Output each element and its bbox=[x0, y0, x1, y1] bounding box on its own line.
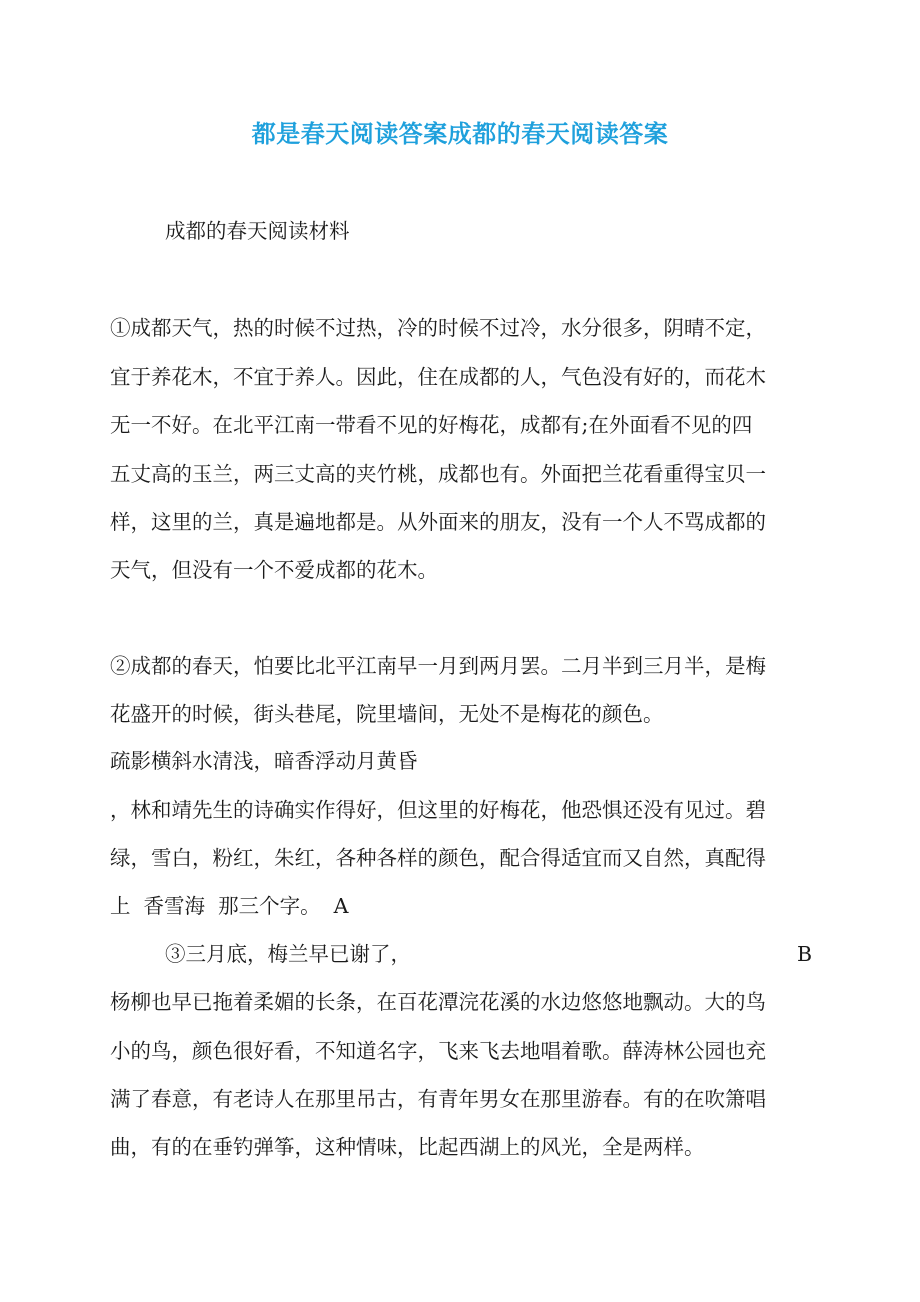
paragraph-line: ，林和靖先生的诗确实作得好，但这里的好梅花，他恐惧还没有见过。碧 bbox=[110, 798, 766, 822]
paragraph-line: 天气，但没有一个不爱成都的花木。 bbox=[110, 558, 438, 582]
paragraph-line: 宜于养花木，不宜于养人。因此，住在成都的人，气色没有好的，而花木 bbox=[110, 365, 766, 389]
marker-b: B bbox=[797, 942, 813, 966]
paragraph-line: 花盛开的时候，街头巷尾，院里墙间，无处不是梅花的颜色。 bbox=[110, 702, 664, 726]
subtitle: 成都的春天阅读材料 bbox=[165, 219, 350, 243]
paragraph-line: 绿，雪白，粉红，朱红，各种各样的颜色，配合得适宜而又自然，真配得 bbox=[110, 846, 766, 870]
paragraph-line: 曲，有的在垂钓弹筝，这种情味，比起西湖上的风光，全是两样。 bbox=[110, 1135, 705, 1159]
paragraph-line: 无一不好。在北平江南一带看不见的好梅花，成都有;在外面看不见的四 bbox=[110, 413, 753, 437]
paragraph-line: ②成都的春天，怕要比北平江南早一月到两月罢。二月半到三月半，是梅 bbox=[110, 654, 766, 678]
page-title: 都是春天阅读答案成都的春天阅读答案 bbox=[251, 119, 669, 148]
paragraph-line: 五丈高的玉兰，两三丈高的夹竹桃，成都也有。外面把兰花看重得宝贝一 bbox=[110, 462, 766, 486]
paragraph-line: 样，这里的兰，真是遍地都是。从外面来的朋友，没有一个人不骂成都的 bbox=[110, 510, 766, 534]
paragraph-line: 杨柳也早已拖着柔媚的长条，在百花潭浣花溪的水边悠悠地飘动。大的鸟 bbox=[110, 990, 766, 1014]
poem-quote: 疏影横斜水清浅，暗香浮动月黄昏 bbox=[110, 749, 418, 773]
paragraph-line: ①成都天气，热的时候不过热，冷的时候不过冷，水分很多，阴晴不定， bbox=[110, 316, 766, 340]
paragraph-line: 上 香雪海 那三个字。 A bbox=[110, 894, 349, 918]
paragraph-line: 满了春意，有老诗人在那里吊古，有青年男女在那里游春。有的在吹箫唱 bbox=[110, 1087, 766, 1111]
paragraph-line: ③三月底，梅兰早已谢了， bbox=[165, 942, 411, 966]
paragraph-line: 小的鸟，颜色很好看，不知道名字，飞来飞去地唱着歌。薛涛林公园也充 bbox=[110, 1039, 766, 1063]
